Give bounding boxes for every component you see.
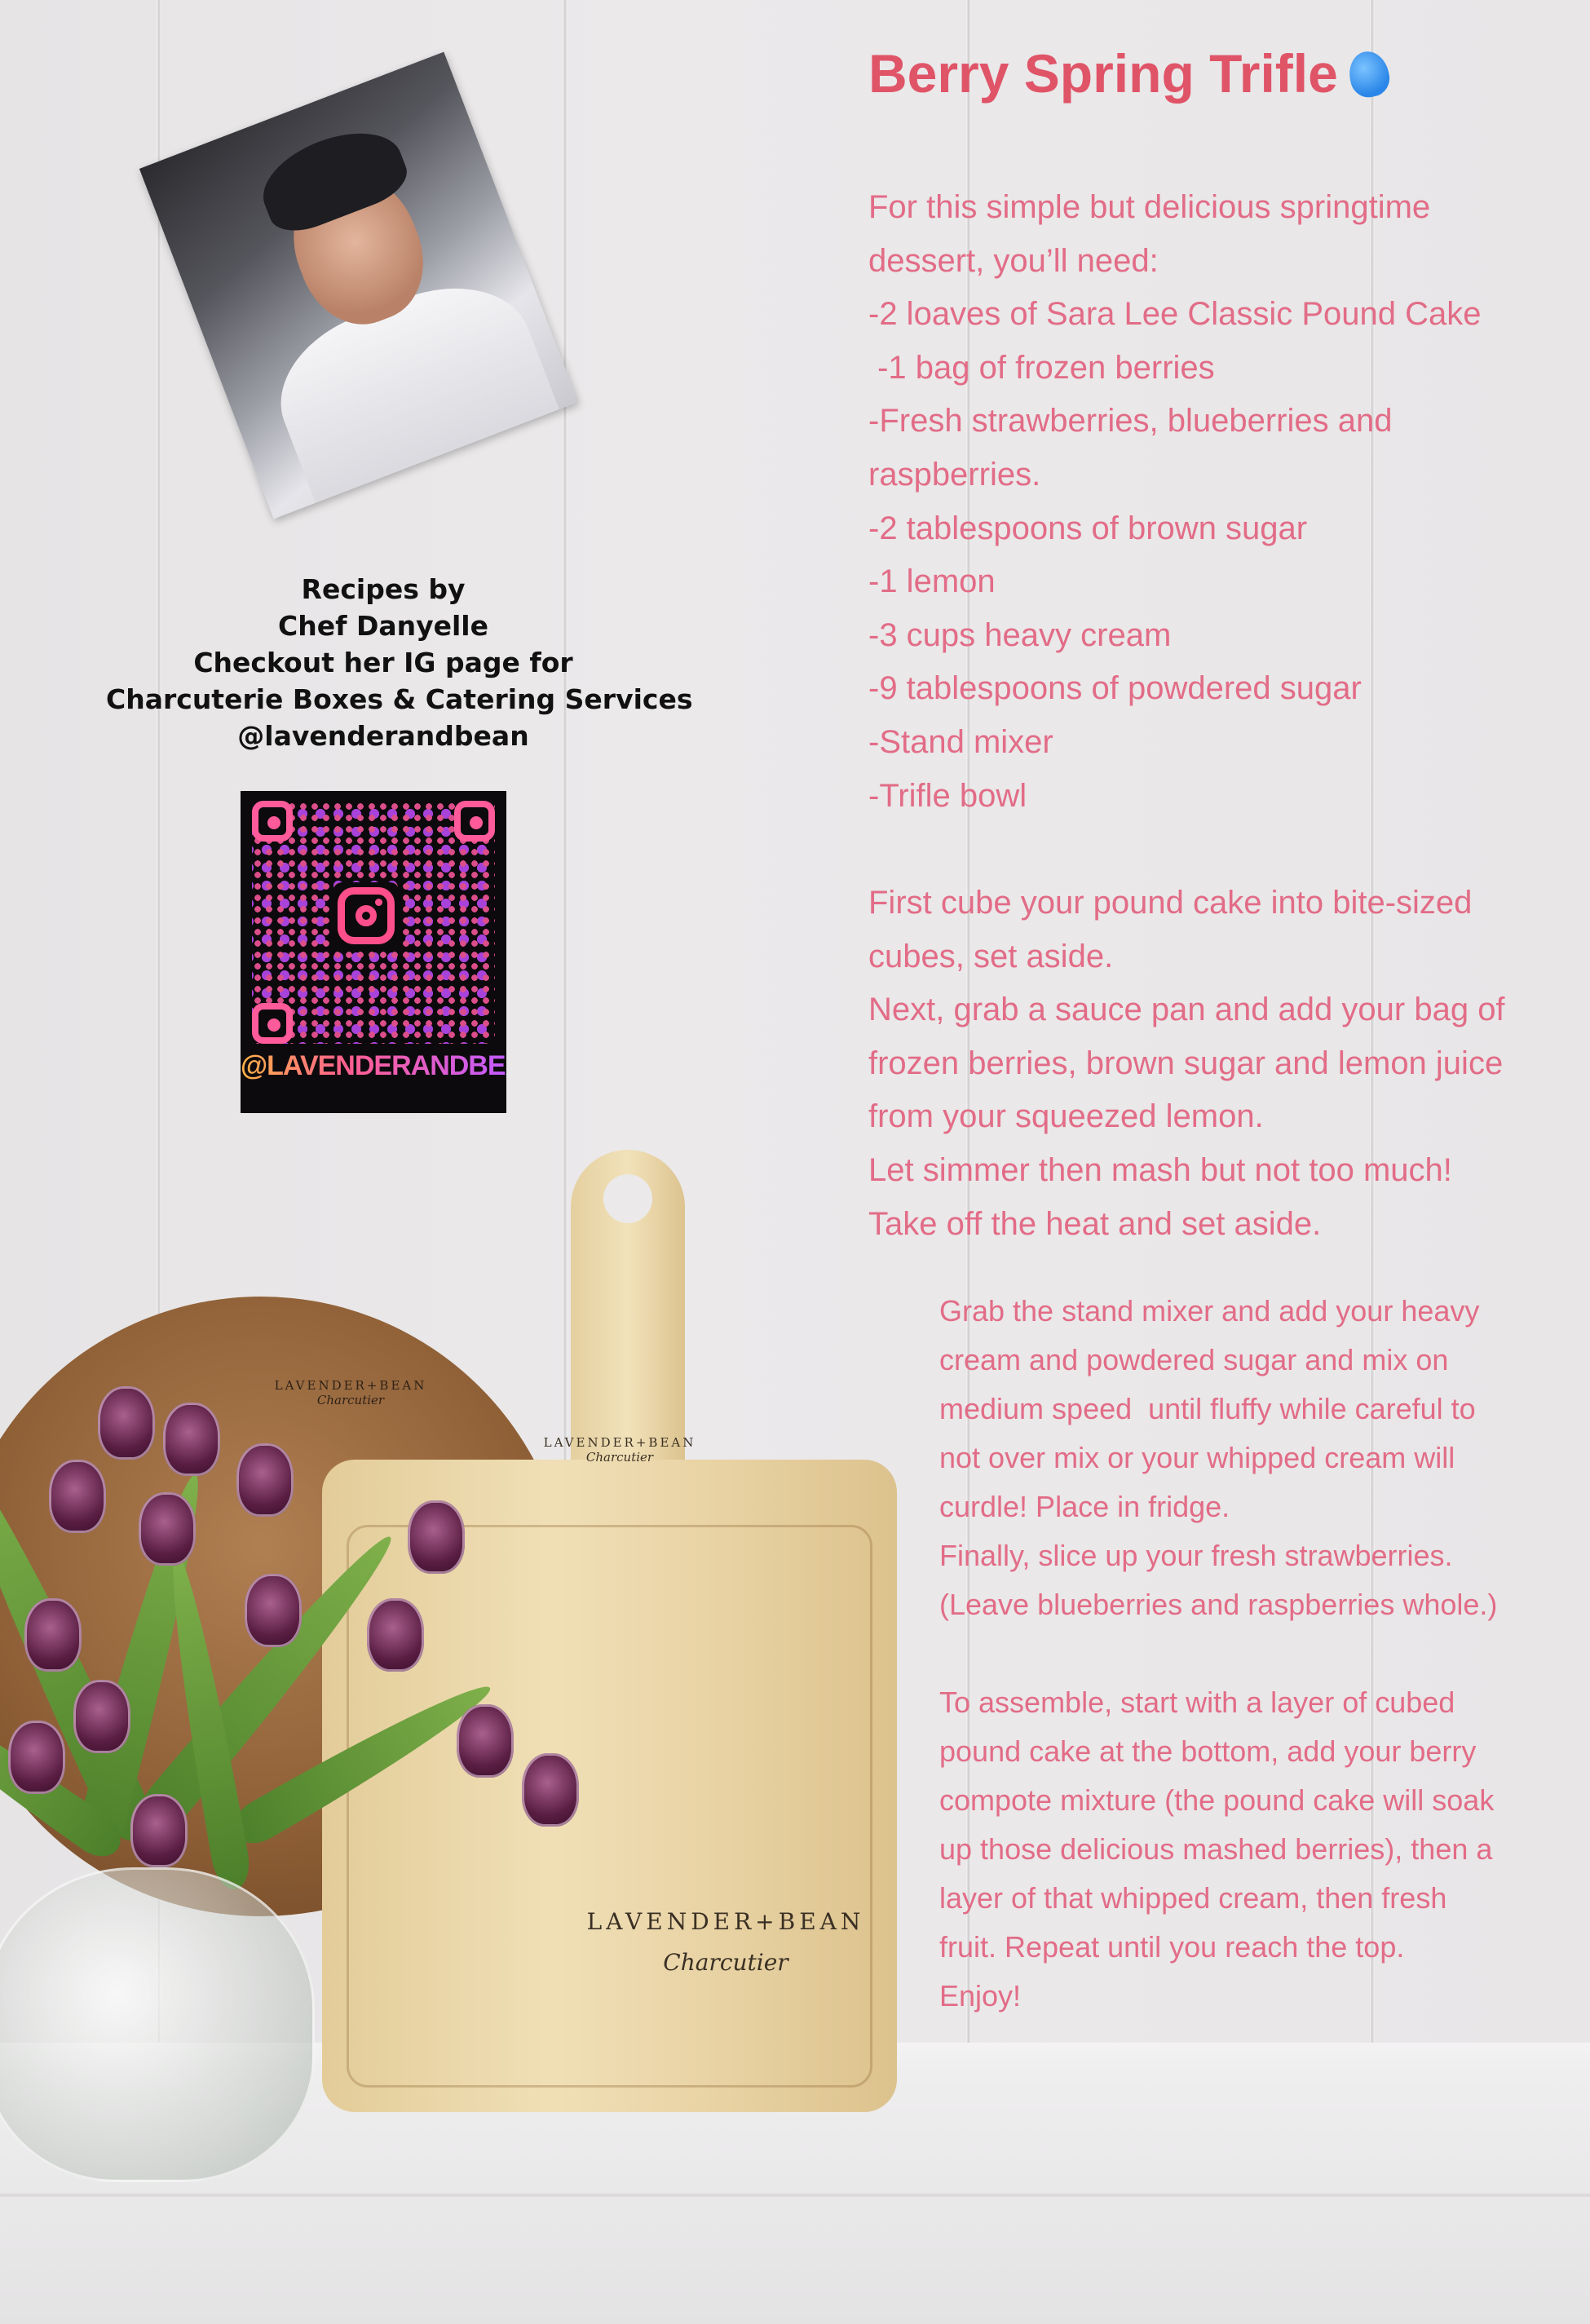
ingredient-item: -2 tablespoons of brown sugar bbox=[868, 510, 1308, 546]
instagram-handle-text[interactable]: @lavenderandbean bbox=[237, 720, 529, 752]
tulip-flower bbox=[139, 1492, 196, 1566]
step-line: Take off the heat and set aside. bbox=[868, 1205, 1322, 1242]
step-line: To assemble, start with a layer of cubed bbox=[939, 1686, 1455, 1719]
credits-line: Recipes by bbox=[301, 573, 466, 605]
ingredient-item: -1 lemon bbox=[868, 563, 996, 600]
step-line: Finally, slice up your fresh strawberries. bbox=[939, 1539, 1453, 1572]
step-line: Next, grab a sauce pan and add your bag of bbox=[868, 992, 1505, 1028]
chef-credits bbox=[106, 571, 693, 754]
ingredient-item: raspberries. bbox=[868, 456, 1041, 493]
tulip-flower bbox=[130, 1794, 188, 1867]
step-line: Let simmer then mash but not too much! bbox=[868, 1151, 1452, 1188]
credits-line: Chef Danyelle bbox=[278, 610, 488, 642]
credits-line: Charcuterie Boxes & Catering Services bbox=[106, 683, 693, 715]
step-line: frozen berries, brown sugar and lemon juice bbox=[868, 1045, 1504, 1081]
step-line: from your squeezed lemon. bbox=[868, 1098, 1264, 1135]
step-line: not over mix or your whipped cream will bbox=[939, 1441, 1455, 1474]
qr-finder-icon bbox=[252, 1003, 293, 1044]
step-line: compote mixture (the pound cake will soak bbox=[939, 1783, 1495, 1817]
ingredient-item: -Stand mixer bbox=[868, 723, 1053, 760]
intro-line: dessert, you’ll need: bbox=[868, 242, 1159, 279]
instagram-qr-code[interactable] bbox=[241, 791, 544, 1113]
tulip-flower bbox=[236, 1443, 294, 1517]
tulip-flower bbox=[163, 1403, 220, 1476]
step-line: cream and powdered sugar and mix on bbox=[939, 1343, 1449, 1376]
tulip-flower bbox=[367, 1598, 424, 1672]
step-line: cubes, set aside. bbox=[868, 938, 1114, 974]
ingredients-list bbox=[868, 181, 1586, 823]
qr-handle-label: @LAVENDERANDBEAN bbox=[241, 1050, 544, 1081]
step-line: fruit. Repeat until you reach the top. bbox=[939, 1930, 1405, 1964]
blue-heart-icon bbox=[1345, 48, 1393, 101]
ingredient-item: -Trifle bowl bbox=[868, 777, 1027, 814]
round-board-brand: LAVENDER+BEAN Charcutier bbox=[274, 1378, 427, 1407]
tulip-flower bbox=[8, 1721, 65, 1794]
steps-part-1 bbox=[868, 877, 1586, 1251]
step-line: medium speed until fluffy while careful to bbox=[939, 1392, 1476, 1425]
step-line: Grab the stand mixer and add your heavy bbox=[939, 1294, 1480, 1328]
tulip-flower bbox=[457, 1704, 514, 1778]
paddle-board-brand: LAVENDER+BEAN bbox=[586, 1908, 865, 1935]
tulip-flower bbox=[49, 1460, 106, 1533]
intro-line: For this simple but delicious springtime bbox=[868, 189, 1431, 225]
step-line: up those delicious mashed berries), then a bbox=[939, 1832, 1493, 1866]
step-line: (Leave blueberries and raspberries whole.) bbox=[939, 1588, 1498, 1621]
paddle-board-hole bbox=[603, 1174, 652, 1223]
glass-vase bbox=[0, 1867, 315, 2182]
tulip-flower bbox=[408, 1500, 465, 1574]
ingredient-item: -Fresh strawberries, blueberries and bbox=[868, 403, 1393, 440]
recipe-title: Berry Spring Trifle bbox=[868, 42, 1389, 104]
paddle-board-brand-sub: Charcutier bbox=[663, 1949, 788, 1976]
tulip-flower bbox=[245, 1574, 302, 1647]
steps-part-2 bbox=[939, 1287, 1583, 2021]
ingredient-item: -1 bag of frozen berries bbox=[868, 349, 1215, 386]
shelf-edge bbox=[0, 2194, 1590, 2197]
tulip-flower bbox=[24, 1598, 82, 1672]
step-line: pound cake at the bottom, add your berry bbox=[939, 1734, 1477, 1768]
step-line: layer of that whipped cream, then fresh bbox=[939, 1881, 1447, 1915]
credits-line: Checkout her IG page for bbox=[193, 647, 573, 678]
step-line: curdle! Place in fridge. bbox=[939, 1490, 1230, 1523]
tulip-flower bbox=[73, 1680, 130, 1753]
paddle-board-small-brand: LAVENDER+BEAN Charcutier bbox=[543, 1435, 696, 1465]
step-line: First cube your pound cake into bite-sized bbox=[868, 885, 1473, 921]
paddle-cutting-board bbox=[322, 1460, 897, 2112]
tulip-flower bbox=[522, 1753, 579, 1827]
instagram-icon bbox=[333, 882, 400, 949]
step-line: Enjoy! bbox=[939, 1979, 1022, 2013]
board-groove bbox=[347, 1525, 872, 2088]
ingredient-item: -2 loaves of Sara Lee Classic Pound Cake bbox=[868, 296, 1482, 333]
tulip-flower bbox=[98, 1386, 155, 1460]
qr-finder-icon bbox=[252, 801, 293, 842]
ingredient-item: -3 cups heavy cream bbox=[868, 616, 1172, 653]
qr-finder-icon bbox=[454, 801, 495, 842]
ingredient-item: -9 tablespoons of powdered sugar bbox=[868, 670, 1362, 707]
